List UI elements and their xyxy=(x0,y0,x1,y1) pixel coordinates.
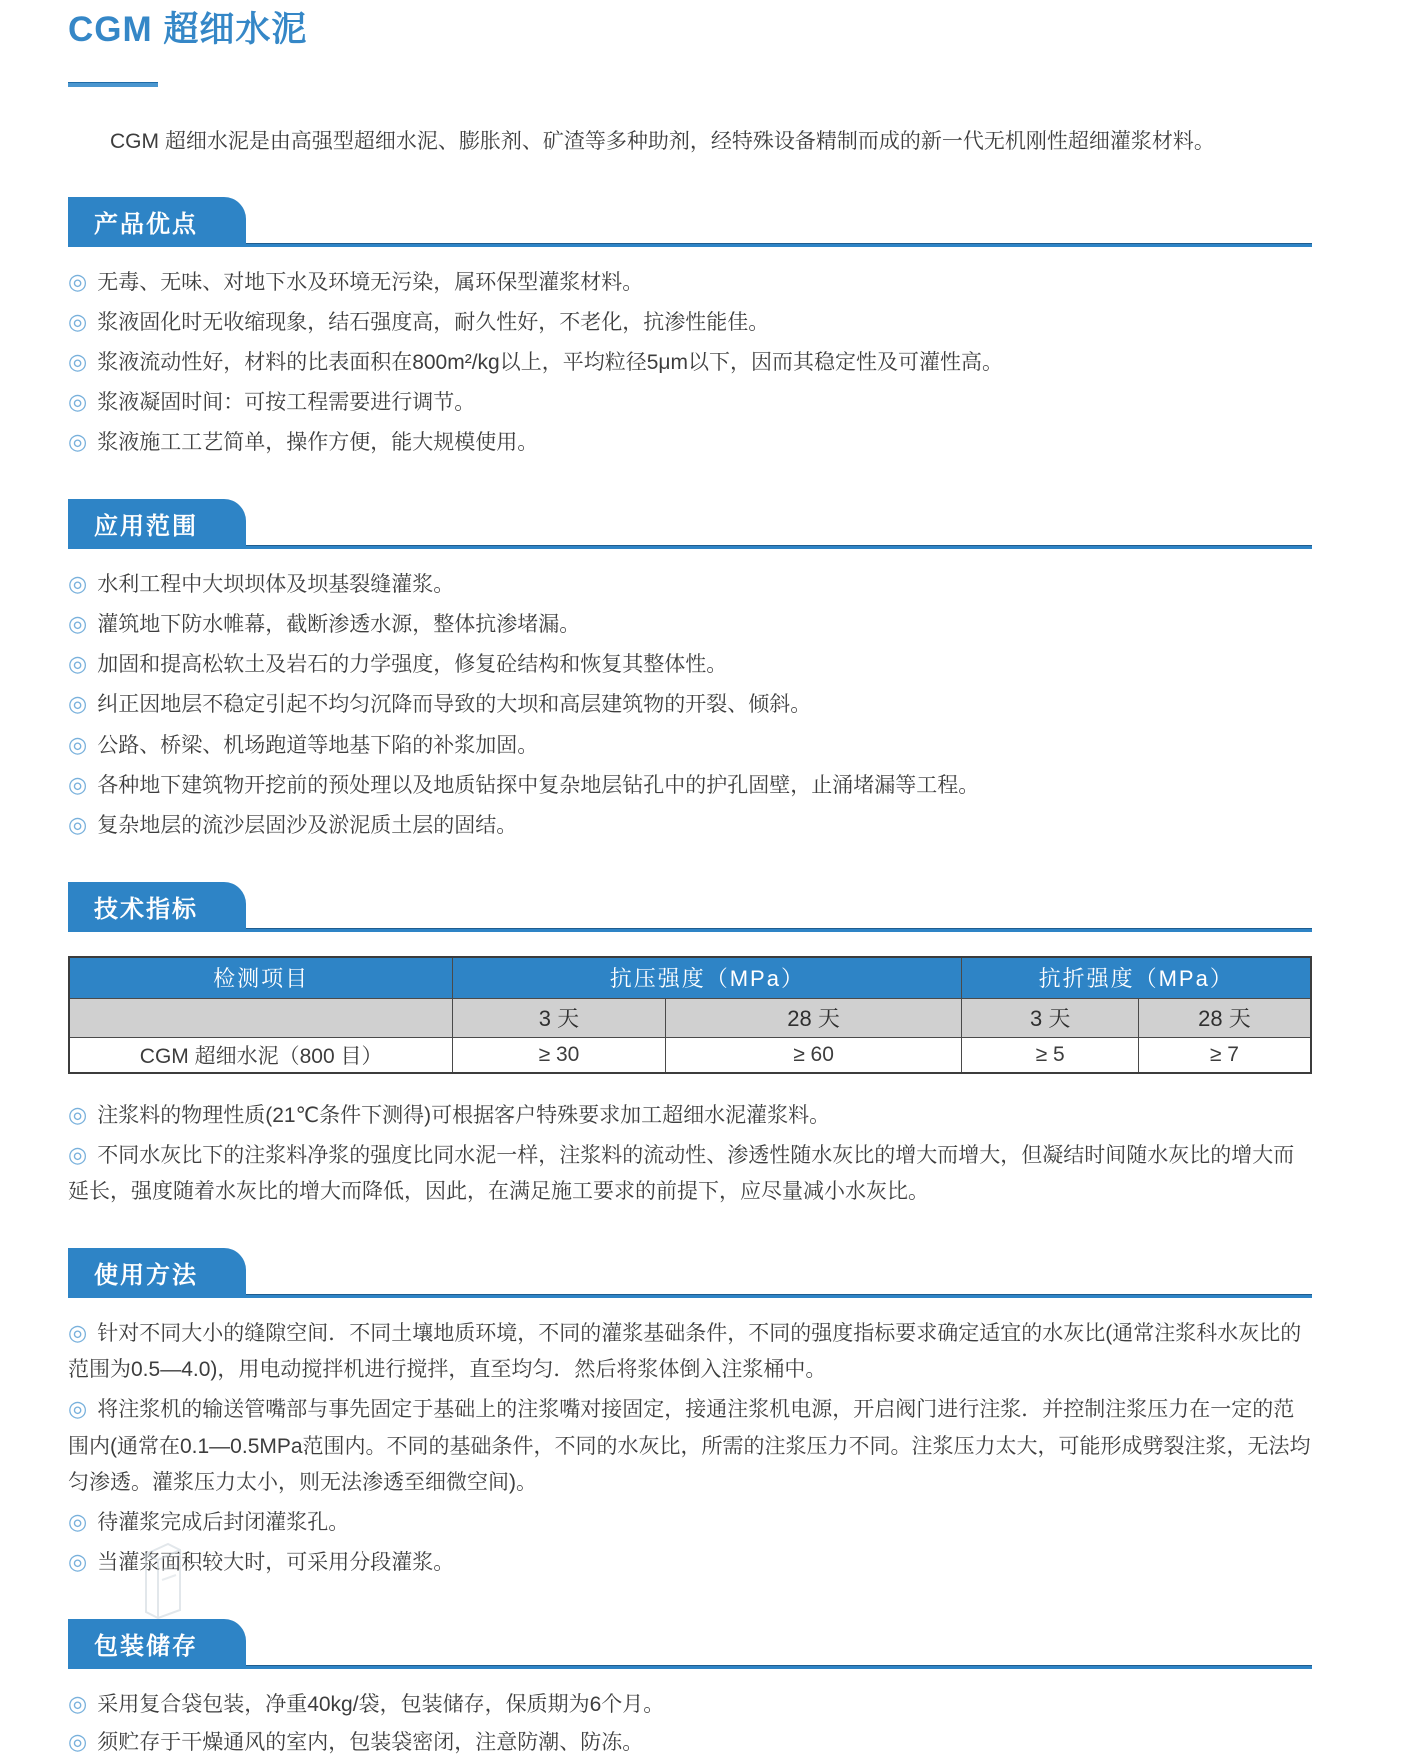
value-cell: ≥ 30 xyxy=(453,1037,665,1073)
table-subheader-row xyxy=(69,998,1311,1037)
bullseye-bullet-icon: ◎ xyxy=(68,771,88,797)
list-item-text: 浆液凝固时间：可按工程需要进行调节。 xyxy=(97,390,476,414)
product-bag-watermark-image xyxy=(128,1540,198,1620)
usage-list xyxy=(68,1314,1312,1581)
list-item xyxy=(68,766,1312,804)
list-item xyxy=(68,1314,1312,1388)
list-item xyxy=(68,383,1312,421)
list-item-text: 公路、桥梁、机场跑道等地基下陷的补浆加固。 xyxy=(97,733,539,757)
list-item xyxy=(68,1685,1312,1723)
bullseye-bullet-icon: ◎ xyxy=(68,1729,88,1755)
bullseye-bullet-icon: ◎ xyxy=(68,731,88,757)
list-item-text: 灌筑地下防水帷幕，截断渗透水源，整体抗渗堵漏。 xyxy=(97,613,581,637)
list-item-text: 注浆料的物理性质(21℃条件下测得)可根据客户特殊要求加工超细水泥灌浆料。 xyxy=(97,1103,831,1127)
list-item-text: 当灌浆面积较大时，可采用分段灌浆。 xyxy=(97,1550,455,1574)
column-subheader: 28 天 xyxy=(665,998,962,1037)
list-item-text: 将注浆机的输送管嘴部与事先固定于基础上的注浆嘴对接固定，接通注浆机电源，开启阀门进行注浆．并控制注浆压力在一定的范围内(通常在0.1—0.5MPa范围内。不同的基础条件，不同的水灰比，所需的注浆压力不同。注浆压力太大，可能形成劈裂注浆，无法均匀渗透。灌浆压力太小，则无法渗透至细微空间)。 xyxy=(68,1398,1311,1494)
column-group-header: 抗压强度（MPa） xyxy=(453,957,962,999)
value-cell: ≥ 7 xyxy=(1138,1037,1311,1073)
page-title: CGM 超细水泥 xyxy=(68,10,308,49)
list-item-text: 待灌浆完成后封闭灌浆孔。 xyxy=(97,1510,350,1534)
bullseye-bullet-icon: ◎ xyxy=(68,611,88,637)
list-item xyxy=(68,565,1312,603)
list-item xyxy=(68,1723,1312,1761)
bullseye-bullet-icon: ◎ xyxy=(68,1548,88,1574)
intro-paragraph: CGM 超细水泥是由高强型超细水泥、膨胀剂、矿渣等多种助剂，经特殊设备精制而成的新一代无机刚性超细灌浆材料。 xyxy=(110,130,1215,153)
list-item-text: 须贮存于干燥通风的室内，包装袋密闭，注意防潮、防冻。 xyxy=(97,1731,644,1755)
bullseye-bullet-icon: ◎ xyxy=(68,388,88,414)
list-item xyxy=(68,303,1312,341)
list-item xyxy=(68,645,1312,683)
section-header-advantages xyxy=(68,205,1312,247)
section-rule xyxy=(68,545,1312,549)
list-item xyxy=(68,423,1312,461)
section-tab-storage: 包装储存 xyxy=(68,1619,246,1669)
section-tab-specs: 技术指标 xyxy=(68,882,246,932)
bullseye-bullet-icon: ◎ xyxy=(68,308,88,334)
bullseye-bullet-icon: ◎ xyxy=(68,268,88,294)
section-header-applications xyxy=(68,507,1312,549)
list-item xyxy=(68,1390,1312,1500)
column-subheader: 3 天 xyxy=(453,998,665,1037)
section-tab-applications: 应用范围 xyxy=(68,499,246,549)
bullseye-bullet-icon: ◎ xyxy=(68,1101,88,1127)
advantages-list xyxy=(68,263,1312,462)
list-item-text: 纠正因地层不稳定引起不均匀沉降而导致的大坝和高层建筑物的开裂、倾斜。 xyxy=(97,693,812,717)
storage-list xyxy=(68,1685,1312,1761)
bullseye-bullet-icon: ◎ xyxy=(68,1396,88,1422)
bullseye-bullet-icon: ◎ xyxy=(68,429,88,455)
list-item xyxy=(68,806,1312,844)
list-item xyxy=(68,1503,1312,1541)
column-subheader-empty xyxy=(69,998,453,1037)
spec-table xyxy=(68,956,1312,1074)
value-cell: ≥ 5 xyxy=(962,1037,1138,1073)
section-rule xyxy=(68,1665,1312,1669)
column-header: 检测项目 xyxy=(69,957,453,999)
section-rule xyxy=(68,1294,1312,1298)
list-item-text: 浆液施工工艺简单，操作方便，能大规模使用。 xyxy=(97,431,539,455)
section-header-storage xyxy=(68,1627,1312,1669)
list-item-text: 水利工程中大坝坝体及坝基裂缝灌浆。 xyxy=(97,573,455,597)
section-rule xyxy=(68,243,1312,247)
title-underline xyxy=(68,82,158,87)
column-group-header: 抗折强度（MPa） xyxy=(962,957,1311,999)
list-item-text: 浆液流动性好，材料的比表面积在800m²/kg以上，平均粒径5μm以下，因而其稳定性及可灌性高。 xyxy=(97,350,1004,374)
bullseye-bullet-icon: ◎ xyxy=(68,691,88,717)
table-row xyxy=(69,1037,1311,1073)
list-item-text: 不同水灰比下的注浆料净浆的强度比同水泥一样，注浆料的流动性、渗透性随水灰比的增大而增大，但凝结时间随水灰比的增大而延长，强度随着水灰比的增大而降低，因此，在满足施工要求的前提下，应尽量减小水灰比。 xyxy=(68,1144,1295,1204)
list-item-text: 针对不同大小的缝隙空间．不同土壤地质环境，不同的灌浆基础条件，不同的强度指标要求确定适宜的水灰比(通常注浆科水灰比的范围为0.5—4.0)，用电动搅拌机进行搅拌，直至均匀．然后将浆体倒入注浆桶中。 xyxy=(68,1322,1302,1382)
section-tab-advantages: 产品优点 xyxy=(68,197,246,247)
column-subheader: 3 天 xyxy=(962,998,1138,1037)
bullseye-bullet-icon: ◎ xyxy=(68,1691,88,1716)
section-header-usage xyxy=(68,1256,1312,1298)
list-item xyxy=(68,1136,1312,1210)
bullseye-bullet-icon: ◎ xyxy=(68,1508,88,1534)
list-item xyxy=(68,343,1312,381)
column-subheader: 28 天 xyxy=(1138,998,1311,1037)
list-item-text: 加固和提高松软土及岩石的力学强度，修复砼结构和恢复其整体性。 xyxy=(97,653,728,677)
section-tab-usage: 使用方法 xyxy=(68,1248,246,1298)
table-header-row xyxy=(69,957,1311,999)
bullseye-bullet-icon: ◎ xyxy=(68,348,88,374)
spec-notes-list xyxy=(68,1096,1312,1210)
list-item-text: 浆液固化时无收缩现象，结石强度高，耐久性好，不老化，抗渗性能佳。 xyxy=(97,310,770,334)
applications-list xyxy=(68,565,1312,844)
list-item xyxy=(68,685,1312,723)
list-item-text: 采用复合袋包装，净重40kg/袋，包装储存，保质期为6个月。 xyxy=(97,1693,665,1716)
list-item xyxy=(68,263,1312,301)
value-cell: ≥ 60 xyxy=(665,1037,962,1073)
list-item-text: 复杂地层的流沙层固沙及淤泥质土层的固结。 xyxy=(97,813,518,837)
bullseye-bullet-icon: ◎ xyxy=(68,651,88,677)
list-item xyxy=(68,726,1312,764)
bullseye-bullet-icon: ◎ xyxy=(68,811,88,837)
bullseye-bullet-icon: ◎ xyxy=(68,1142,88,1168)
list-item xyxy=(68,605,1312,643)
bullseye-bullet-icon: ◎ xyxy=(68,571,88,597)
section-header-specs xyxy=(68,890,1312,932)
list-item xyxy=(68,1543,1312,1581)
list-item-text: 各种地下建筑物开挖前的预处理以及地质钻探中复杂地层钻孔中的护孔固壁，止涌堵漏等工程。 xyxy=(97,773,980,797)
list-item xyxy=(68,1096,1312,1134)
list-item-text: 无毒、无味、对地下水及环境无污染，属环保型灌浆材料。 xyxy=(97,270,644,294)
section-rule xyxy=(68,928,1312,932)
bullseye-bullet-icon: ◎ xyxy=(68,1320,88,1346)
row-name-cell: CGM 超细水泥（800 目） xyxy=(69,1037,453,1073)
